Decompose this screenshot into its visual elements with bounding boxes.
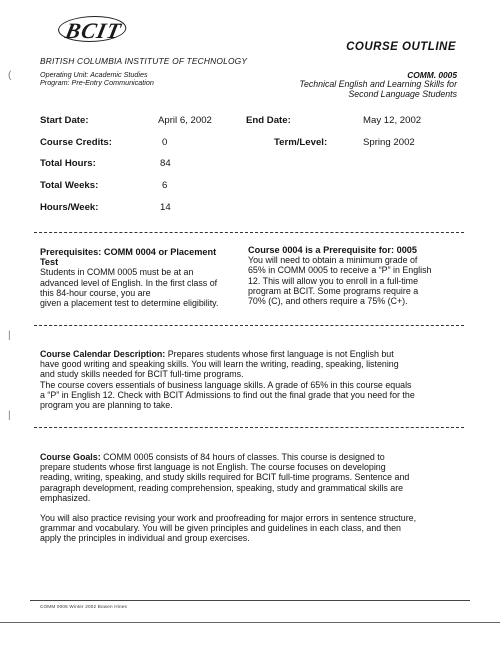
total-weeks-label: Total Weeks: xyxy=(40,180,99,191)
calendar-line: and study skills needed for BCIT full-time programs. xyxy=(40,369,244,380)
credits-label: Course Credits: xyxy=(40,137,112,148)
goals-line: emphasized. xyxy=(40,492,91,503)
prerequisites-line: advanced level of English. In the first class of xyxy=(40,277,218,288)
prerequisite-for-line: 65% in COMM 0005 to receive a “P” in English xyxy=(248,265,432,276)
goals-first-line xyxy=(40,452,480,462)
document-title: COURSE OUTLINE xyxy=(346,41,456,53)
course-code: COMM. 0005 xyxy=(407,70,457,80)
prerequisites-title: Test xyxy=(40,257,59,268)
calendar-text: Prepares students whose first language is not English but xyxy=(165,349,394,359)
prerequisites-line: given a placement test to determine eligibility. xyxy=(40,298,219,309)
footer-rule xyxy=(30,600,470,601)
prerequisites-section xyxy=(40,247,248,308)
prerequisites-line: Students in COMM 0005 must be at an xyxy=(40,267,194,278)
end-date-value: May 12, 2002 xyxy=(363,115,422,126)
footer-text: COMM 0005 Winter 2002 Bowen Hines xyxy=(40,604,128,609)
course-name-line: Second Language Students xyxy=(348,89,457,99)
prerequisites-title: Prerequisites: COMM 0004 or Placement xyxy=(40,247,217,257)
hours-week-value: 14 xyxy=(160,202,171,213)
calendar-description xyxy=(40,349,480,410)
goals-practice-line: apply the principles in individual and group exercises. xyxy=(40,533,250,544)
total-hours-value: 84 xyxy=(160,158,171,169)
goals-practice-line: grammar and vocabulary. You will be given principles and guidelines in each class, and then xyxy=(40,523,401,534)
program: Program: Pre-Entry Communication xyxy=(40,78,154,87)
scan-mark: ( xyxy=(8,70,12,81)
scan-mark: | xyxy=(8,410,11,421)
calendar-first-line xyxy=(40,349,480,359)
prerequisite-for-line: 12. This will allow you to enroll in a full-time xyxy=(248,275,419,286)
credits-value: 0 xyxy=(162,137,168,148)
scan-mark: | xyxy=(8,330,11,341)
goals-title: Course Goals: xyxy=(40,452,101,462)
hours-week-label: Hours/Week: xyxy=(40,202,99,213)
prerequisites-line: this 84-hour course, you are xyxy=(40,287,151,298)
term-label: Term/Level: xyxy=(274,137,328,148)
institution-name: BRITISH COLUMBIA INSTITUTE OF TECHNOLOGY xyxy=(40,56,248,66)
prerequisite-for-section xyxy=(248,245,466,306)
calendar-line: program you are planning to take. xyxy=(40,400,173,411)
goals-line: paragraph development, reading comprehension, speaking, study and grammatical skills are xyxy=(40,482,404,493)
bcit-logo xyxy=(55,16,129,44)
logo-text: BCIT xyxy=(63,18,124,43)
start-date-value: April 6, 2002 xyxy=(158,115,212,126)
divider xyxy=(34,232,464,233)
calendar-line: The course covers essentials of business language skills. A grade of 65% in this course equals xyxy=(40,379,412,390)
course-goals xyxy=(40,452,480,544)
term-value: Spring 2002 xyxy=(363,137,415,148)
divider xyxy=(34,325,464,326)
prerequisite-for-title: Course 0004 is a Prerequisite for: 0005 xyxy=(248,245,418,255)
calendar-title: Course Calendar Description: xyxy=(40,349,166,359)
start-date-label: Start Date: xyxy=(40,115,89,126)
divider xyxy=(34,427,464,428)
course-name xyxy=(217,79,457,99)
goals-text: COMM 0005 consists of 84 hours of classes. This course is designed to xyxy=(100,452,385,462)
goals-line: reading, writing, speaking, and study skills required for BCIT full-time programs. Sentence and xyxy=(40,472,410,483)
prerequisite-for-line: program at BCIT. Some programs require a xyxy=(248,285,419,296)
prerequisite-for-line: 70% (C), and others require a 75% (C+). xyxy=(248,296,408,307)
operating-unit: Operating Unit: Academic Studies xyxy=(40,70,148,79)
total-hours-label: Total Hours: xyxy=(40,158,96,169)
total-weeks-value: 6 xyxy=(162,180,168,191)
page-edge xyxy=(0,622,500,623)
calendar-line: have good writing and speaking skills. You will learn the writing, reading, speaking, listening xyxy=(40,359,399,370)
goals-line: prepare students whose first language is not English. The course focuses on developing xyxy=(40,462,386,473)
prerequisite-for-line: You will need to obtain a minimum grade of xyxy=(248,255,418,266)
course-name-line: Technical English and Learning Skills for xyxy=(299,79,457,89)
calendar-line: a “P” in English 12. Check with BCIT Admissions to find out the final grade that you need for the xyxy=(40,389,415,400)
end-date-label: End Date: xyxy=(246,115,291,126)
goals-practice-line: You will also practice revising your work and proofreading for major errors in sentence structure, xyxy=(40,513,417,524)
